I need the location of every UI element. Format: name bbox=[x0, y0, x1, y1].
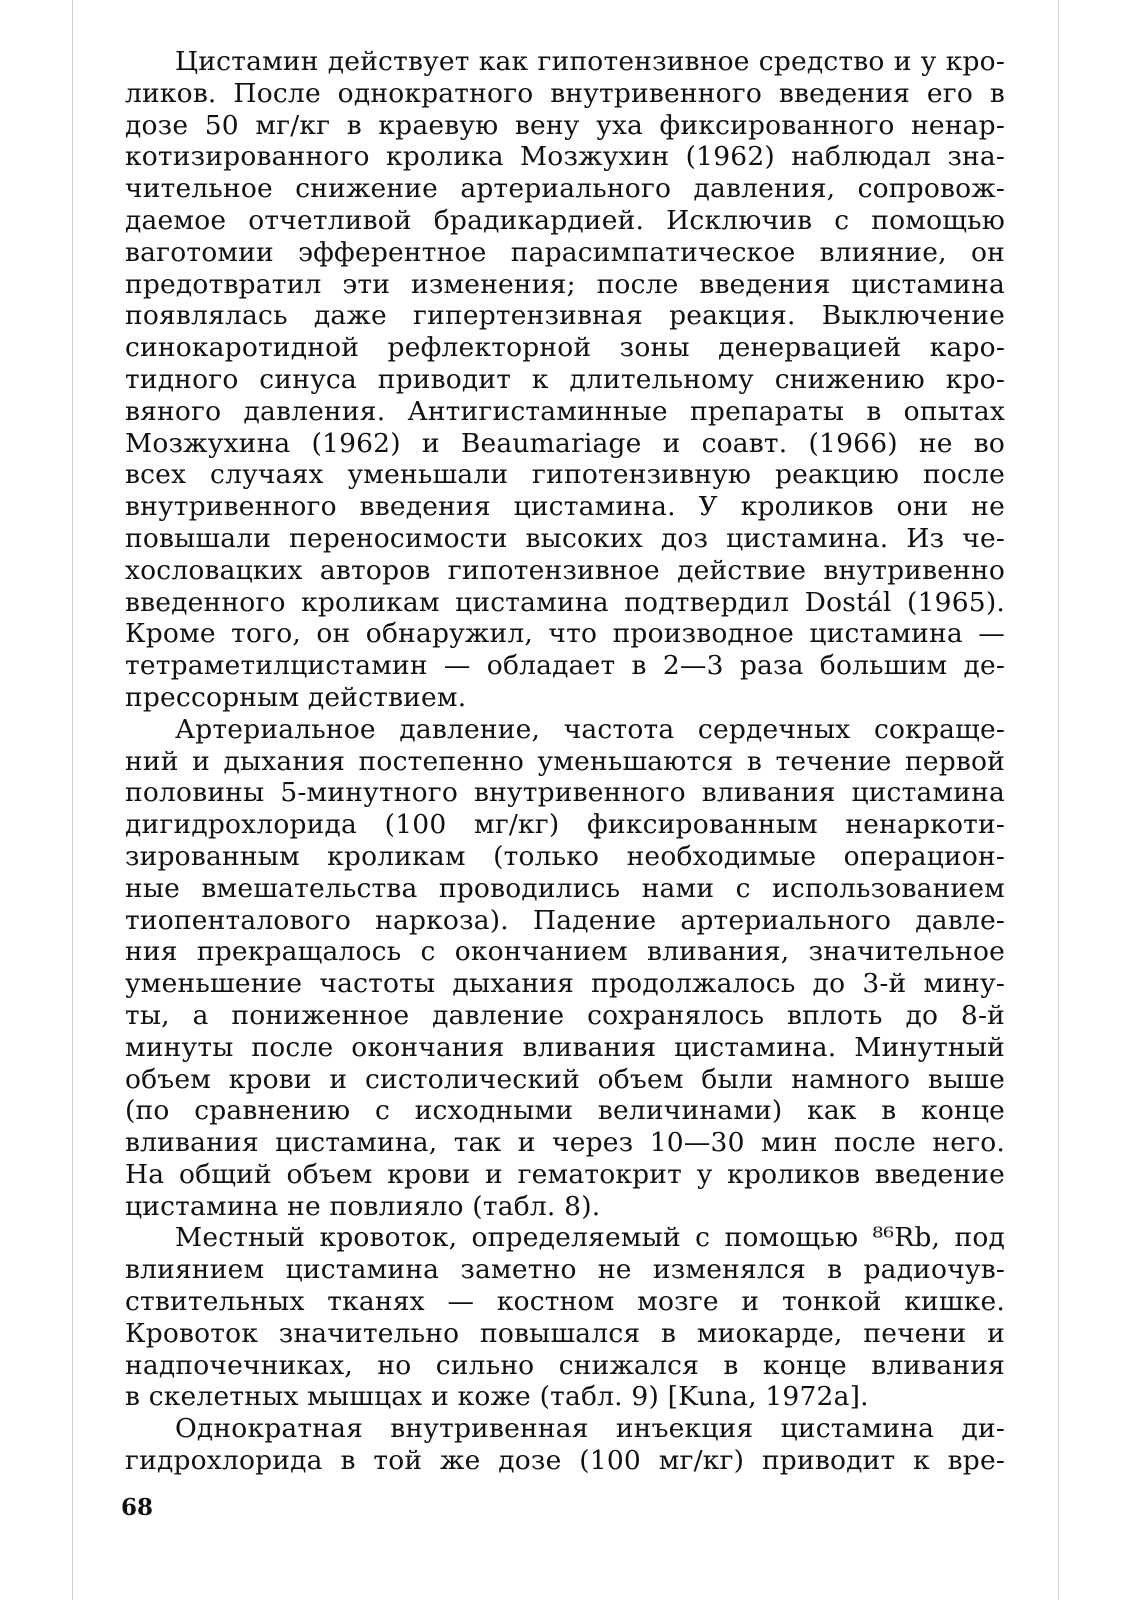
text-line: половины 5-минутного внутривенного вливания цистамина bbox=[125, 777, 1005, 809]
text-line: синокаротидной рефлекторной зоны денервацией каро- bbox=[125, 332, 1005, 364]
text-line: ствительных тканях — костном мозге и тонкой кишке. bbox=[125, 1286, 1005, 1318]
text-line: ний и дыхания постепенно уменьшаются в течение первой bbox=[125, 745, 1005, 777]
text-line: ваготомии эфферентное парасимпатическое влияние, он bbox=[125, 236, 1005, 268]
paragraph-1 bbox=[125, 46, 1005, 714]
text-line: зированным кроликам (только необходимые операцион- bbox=[125, 840, 1005, 872]
text-line: тиопенталового наркоза). Падение артериального давле- bbox=[125, 904, 1005, 936]
page-edge-left bbox=[72, 0, 73, 1600]
text-line: уменьшение частоты дыхания продолжалось до 3-й мину- bbox=[125, 968, 1005, 1000]
text-line: Мозжухина (1962) и Beaumariage и соавт. (1966) не во bbox=[125, 427, 1005, 459]
text-line: тетраметилцистамин — обладает в 2—3 раза большим де- bbox=[125, 650, 1005, 682]
text-line: вливания цистамина, так и через 10—30 мин после него. bbox=[125, 1127, 1005, 1159]
text-line: минуты после окончания вливания цистамина. Минутный bbox=[125, 1031, 1005, 1063]
text-line: дозе 50 мг/кг в краевую вену уха фиксированного ненар- bbox=[125, 109, 1005, 141]
text-line: ния прекращалось с окончанием вливания, значительное bbox=[125, 936, 1005, 968]
text-column bbox=[125, 46, 1005, 1477]
text-line: появлялась даже гипертензивная реакция. Выключение bbox=[125, 300, 1005, 332]
text-line: Кровоток значительно повышался в миокарде, печени и bbox=[125, 1317, 1005, 1349]
text-line: дигидрохлорида (100 мг/кг) фиксированным ненаркоти- bbox=[125, 809, 1005, 841]
text-line: (по сравнению с исходными величинами) как в конце bbox=[125, 1095, 1005, 1127]
page-edge-right bbox=[1058, 0, 1059, 1600]
text-line: объем крови и систолический объем были намного выше bbox=[125, 1063, 1005, 1095]
text-line: даемое отчетливой брадикардией. Исключив с помощью bbox=[125, 204, 1005, 236]
text-line: хословацких авторов гипотензивное действие внутривенно bbox=[125, 554, 1005, 586]
text-line: вяного давления. Антигистаминные препараты в опытах bbox=[125, 395, 1005, 427]
text-line: ные вмешательства проводились нами с использованием bbox=[125, 872, 1005, 904]
paragraph-2 bbox=[125, 714, 1005, 1223]
paragraph-3 bbox=[125, 1222, 1005, 1413]
text-line: Артериальное давление, частота сердечных сокраще- bbox=[175, 713, 1005, 745]
text-line: цистамина не повлияло (табл. 8). bbox=[125, 1190, 601, 1222]
text-line: ты, а пониженное давление сохранялось вплоть до 8-й bbox=[125, 999, 1005, 1031]
text-line: предотвратил эти изменения; после введения цистамина bbox=[125, 268, 1005, 300]
text-line: всех случаях уменьшали гипотензивную реакцию после bbox=[125, 459, 1005, 491]
text-line: ликов. После однократного внутривенного введения его в bbox=[125, 77, 1005, 109]
text-line: прессорным действием. bbox=[125, 681, 467, 713]
text-line: надпочечниках, но сильно снижался в конце вливания bbox=[125, 1349, 1005, 1381]
text-line: Цистамин действует как гипотензивное средство и у кро- bbox=[175, 46, 1005, 77]
text-line: котизированного кролика Мозжухин (1962) наблюдал зна- bbox=[125, 141, 1005, 173]
text-line: На общий объем крови и гематокрит у кроликов введение bbox=[125, 1158, 1005, 1190]
text-line: тидного синуса приводит к длительному снижению кро- bbox=[125, 363, 1005, 395]
text-line: Местный кровоток, определяемый с помощью ⁸⁶Rb, под bbox=[175, 1222, 1005, 1254]
text-line: Кроме того, он обнаружил, что производное цистамина — bbox=[125, 618, 1005, 650]
text-line: внутривенного введения цистамина. У кроликов они не bbox=[125, 491, 1005, 523]
text-line: введенного кроликам цистамина подтвердил Dostál (1965). bbox=[125, 586, 1005, 618]
text-line: повышали переносимости высоких доз цистамина. Из че- bbox=[125, 522, 1005, 554]
text-line: в скелетных мышцах и коже (табл. 9) [Kuna, 1972a]. bbox=[125, 1381, 869, 1413]
text-line: чительное снижение артериального давления, сопровож- bbox=[125, 173, 1005, 205]
page-number: 68 bbox=[121, 1494, 154, 1521]
text-line: влиянием цистамина заметно не изменялся в радиочув- bbox=[125, 1254, 1005, 1286]
text-line: Однократная внутривенная инъекция цистамина ди- bbox=[175, 1413, 1005, 1445]
paragraph-4 bbox=[125, 1413, 1005, 1477]
text-line: гидрохлорида в той же дозе (100 мг/кг) приводит к вре- bbox=[125, 1445, 1005, 1477]
